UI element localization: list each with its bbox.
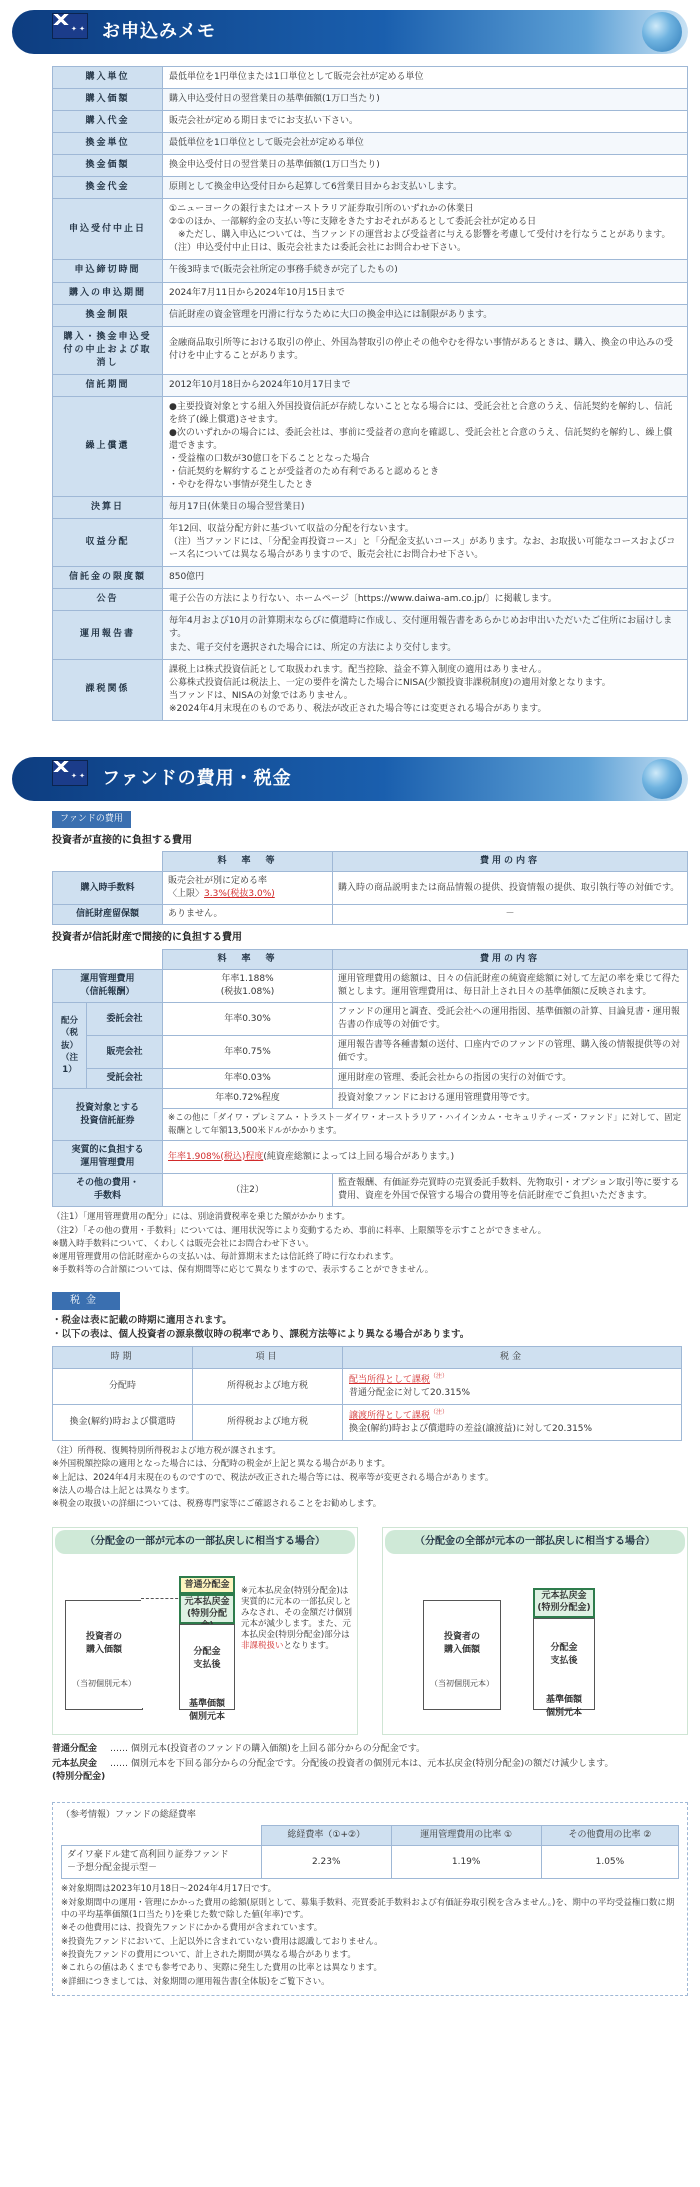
memo-value: 850億円 (163, 567, 688, 589)
memo-key: 購入代金 (53, 111, 163, 133)
left-note-post: となります。 (283, 1641, 334, 1652)
table-row (53, 374, 688, 396)
distribution-definitions (52, 1743, 688, 1784)
total-ratio-header: 総経費率（①+②） (262, 1826, 392, 1846)
note-line: ※購入時手数料について、くわしくは販売会社にお問合わせ下さい。 (52, 1238, 314, 1249)
table-row (53, 260, 688, 282)
table-row (53, 970, 688, 1003)
content-header: 費用の内容 (333, 949, 688, 969)
tax-note-mark: （注） (430, 1372, 449, 1380)
mgmt-ratio-header: 運用管理費用の比率 ① (391, 1826, 541, 1846)
left-note-pre: ※元本払戻金(特別分配金)は実質的に元本の一部払戻しとみなされ、その金額だけ個別元本が減少します。また、元本払戻金(特別分配金)部分は (241, 1586, 353, 1641)
memo-key: 運用報告書 (53, 611, 163, 659)
definition-term: 元本払戻金 (特別分配金) (52, 1759, 106, 1783)
other-content: 監査報酬、有価証券売買時の売買委託手数料、先物取引・オプション取引等に要する費用、資産を外国で保管する場合の費用等を信託財産でご負担いただきます。 (333, 1174, 688, 1207)
tax-rest: 換金(解約)時および償還時の差益(譲渡益)に対して20.315% (349, 1423, 593, 1434)
blank-header (53, 852, 163, 872)
memo-key: 公告 (53, 589, 163, 611)
memo-value: 購入申込受付日の翌営業日の基準価額(1万口当たり) (163, 89, 688, 111)
direct-content: 購入時の商品説明または商品情報の提供、投資情報の提供、取引執行等の対価です。 (333, 872, 688, 905)
definition-desc: …… 個別元本(投資者のファンドの購入価額)を上回る部分からの分配金です。 (110, 1744, 425, 1755)
dash-guide (141, 1598, 183, 1708)
rate-header: 料 率 等 (163, 852, 333, 872)
memo-value: 毎年4月および10月の計算期末ならびに償還時に作成し、交付運用報告書をあらかじめお申出いただいたご住所にお届けします。 また、電子交付を選択された場合には、所定の方法により交付します。 (163, 611, 688, 659)
note-line: ※上記は、2024年4月末現在のものですので、税法が改正された場合等には、税率等が変更される場合があります。 (52, 1472, 494, 1483)
memo-value: 最低単位を1口単位として販売会社が定める単位 (163, 133, 688, 155)
target-key: 投資対象とする 投資信託証券 (53, 1089, 163, 1141)
tax-bullet: ・以下の表は、個人投資者の源泉徴収時の税率であり、課税方法等により異なる場合があります。 (52, 1329, 470, 1341)
tax-item: 所得税および地方税 (193, 1404, 343, 1440)
tax-bullet: ・税金は表に記載の時期に適用されます。 (52, 1315, 232, 1327)
memo-value: 2012年10月18日から2024年10月17日まで (163, 374, 688, 396)
principal-refund-box: 元本払戻金 (特別分配金) (533, 1588, 595, 1618)
ordinary-distribution-box: 普通分配金 (179, 1576, 235, 1594)
memo-table (52, 66, 688, 721)
holder-price-box: 投資者の 購入価額 (65, 1600, 143, 1710)
table-row (53, 519, 688, 567)
alloc-key: 配分 （税抜） （注1） (53, 1003, 87, 1089)
memo-key: 購入・換金申込受付の中止および取消し (53, 326, 163, 374)
after-label: 分配金 支払後 (193, 1647, 221, 1671)
note-line: （注1）「運用管理費用の配分」には、別途消費税率を乗じた額がかかります。 (52, 1212, 350, 1223)
table-row (53, 872, 688, 905)
fees-title: ファンドの費用・税金 (102, 767, 292, 789)
direct-cost-table (52, 851, 688, 925)
table-row (53, 396, 688, 496)
note-line: （注2）「その他の費用・手数料」については、運用状況等により変動するため、事前に料率、上限額等を示すことができません。 (52, 1225, 547, 1236)
direct-key: 購入時手数料 (53, 872, 163, 905)
note-line: ※その他費用には、投資先ファンドにかかる費用が含まれています。 (61, 1923, 323, 1934)
table-row (53, 111, 688, 133)
table-row (53, 1003, 688, 1036)
memo-key: 決算日 (53, 497, 163, 519)
memo-value: 換金申込受付日の翌営業日の基準価額(1万口当たり) (163, 155, 688, 177)
distribution-diagrams (52, 1527, 688, 1736)
diagram-partial (52, 1527, 358, 1736)
table-row (53, 155, 688, 177)
memo-key: 収益分配 (53, 519, 163, 567)
blank-header (62, 1826, 262, 1846)
australia-flag-icon (52, 760, 88, 786)
table-row (53, 1368, 682, 1404)
memo-key: 繰上償還 (53, 396, 163, 496)
memo-key: 購入単位 (53, 67, 163, 89)
table-row (53, 589, 688, 611)
note-line: ※投資先ファンドにおいて、上記以外に含まれていない費用は認識しておりません。 (61, 1936, 383, 1947)
tax-red: 配当所得として課税 (349, 1374, 431, 1385)
base-label: 基準価額 個別元本 (188, 1699, 225, 1723)
note-line: ※手数料等の合計額については、保有期間等に応じて異なりますので、表示することができません。 (52, 1265, 434, 1276)
note-line: ※運用管理費用の信託財産からの支払いは、毎計算期末または信託終了時に行なわれます。 (52, 1252, 399, 1263)
mgmt-rate: 年率1.188% (税抜1.08%) (163, 970, 333, 1003)
tax-item: 所得税および地方税 (193, 1368, 343, 1404)
table-row (53, 567, 688, 589)
table-row (53, 304, 688, 326)
tax-when: 分配時 (53, 1368, 193, 1404)
memo-value: 2024年7月11日から2024年10月15日まで (163, 282, 688, 304)
expense-notes (61, 1883, 679, 1988)
direct-cost-heading: 投資者が直接的に負担する費用 (52, 834, 192, 846)
tax-col-item: 項目 (193, 1346, 343, 1368)
table-row (53, 1174, 688, 1207)
tax-bullets (52, 1314, 688, 1342)
target-content: 投資対象ファンドにおける運用管理費用等です。 (333, 1089, 688, 1109)
definition-term: 普通分配金 (52, 1744, 98, 1755)
note-line: ※外国税額控除の適用となった場合には、分配時の税金が上記と異なる場合があります。 (52, 1459, 390, 1470)
australia-flag-icon (52, 13, 88, 39)
actual-rate: 年率1.908%(税込)程度 (168, 1151, 264, 1162)
table-row (53, 1141, 688, 1174)
note-line: （注）所得税、復興特別所得税および地方税が課されます。 (52, 1446, 281, 1457)
alloc-key-seller: 販売会社 (87, 1036, 163, 1069)
direct-rate-red: 3.3%(税抜3.0%) (204, 889, 275, 900)
direct-rate (163, 905, 333, 925)
memo-value: 年12回、収益分配方針に基づいて収益の分配を行ないます。 （注）当ファンドには、「分配金再投資コース」と「分配金支払いコース」があります。なお、お取扱い可能なコースおよびコース名については異なる場合がありますので、販売会社にお問合わせ下さい。 (163, 519, 688, 567)
table-row (53, 282, 688, 304)
globe-icon (642, 12, 682, 52)
memo-key: 信託金の限度額 (53, 567, 163, 589)
tax-col-when: 時期 (53, 1346, 193, 1368)
fees-header (12, 757, 688, 801)
memo-value: 午後3時まで(販売会社所定の事務手続きが完了したもの) (163, 260, 688, 282)
fees-tag: ファンドの費用 (52, 811, 131, 828)
tax-col-tax: 税金 (343, 1346, 682, 1368)
note-line: ※税金の取扱いの詳細については、税務専門家等にご確認されることをお勧めします。 (52, 1499, 382, 1510)
expense-ratio-box (52, 1802, 688, 1996)
direct-rate-text: ありません。 (168, 909, 223, 920)
total-ratio: 2.23% (262, 1846, 392, 1879)
rate-header: 料 率 等 (163, 949, 333, 969)
table-row (53, 133, 688, 155)
fee-notes (52, 1211, 688, 1277)
table-row (53, 1404, 682, 1440)
holder-sub: （当初個別元本） (72, 1679, 136, 1689)
indirect-cost-table (52, 949, 688, 1207)
note-line: ※投資先ファンドの費用について、計上された期間が異なる場合があります。 (61, 1949, 356, 1960)
diagram-full-title: （分配金の全部が元本の一部払戻しに相当する場合） (385, 1530, 685, 1555)
memo-key: 換金価額 (53, 155, 163, 177)
globe-icon (642, 759, 682, 799)
memo-title: お申込みメモ (102, 20, 216, 42)
after-distribution-box (533, 1618, 595, 1719)
fund-name: ダイワ豪ドル建て高利回り証券ファンド －予想分配金提示型－ (62, 1846, 262, 1879)
table-row (53, 905, 688, 925)
memo-value: ①ニューヨークの銀行またはオーストラリア証券取引所のいずれかの休業日 ②①のほか、一部解約金の支払い等に支障をきたすおそれがあるとして委託会社が定める日 ※ただし、購入申込については、当ファンドの運営および受益者に与える影響を考慮して受付けを行なうことがあります。 （注）申込受付中止日は、販売会社または委託会社にお問合わせ下さい。 (163, 199, 688, 260)
after-distribution-box (179, 1624, 235, 1723)
alloc-key-trustee: 受託会社 (87, 1069, 163, 1089)
left-note (241, 1586, 353, 1652)
table-row (53, 1089, 688, 1109)
target-note: ※この他に「ダイワ・プレミアム・トラスト－ダイワ・オーストラリア・ハイインカム・セキュリティーズ・ファンド」に対して、固定報酬として年額13,500米ドルがかかります。 (163, 1109, 688, 1141)
tax-red: 譲渡所得として課税 (349, 1410, 431, 1421)
direct-key: 信託財産留保額 (53, 905, 163, 925)
note-line: ※対象期間は2023年10月18日～2024年4月17日です。 (61, 1884, 277, 1895)
table-row (53, 67, 688, 89)
tax-value (343, 1368, 682, 1404)
definition-desc: …… 個別元本を下回る部分からの分配金です。分配後の投資者の個別元本は、元本払戻金(特別分配金)の額だけ減少します。 (110, 1759, 614, 1770)
expense-ratio-table (61, 1825, 679, 1879)
table-row (53, 611, 688, 659)
table-row (62, 1846, 679, 1879)
memo-header (12, 10, 688, 54)
memo-value: 電子公告の方法により行ない、ホームページ〔https://www.daiwa-am.co.jp/〕に掲載します。 (163, 589, 688, 611)
memo-key: 換金代金 (53, 177, 163, 199)
holder-price-box: 投資者の 購入価額 (423, 1600, 501, 1710)
definition-row (52, 1758, 688, 1784)
blank-header (53, 949, 163, 969)
direct-content: － (333, 905, 688, 925)
memo-value: 原則として換金申込受付日から起算して6営業日目からお支払いします。 (163, 177, 688, 199)
note-line: ※詳細につきましては、対象期間の運用報告書(全体版)をご覧下さい。 (61, 1976, 330, 1987)
mgmt-key: 運用管理費用 （信託報酬） (53, 970, 163, 1003)
other-ratio-header: その他費用の比率 ② (541, 1826, 678, 1846)
other-key: その他の費用・ 手数料 (53, 1174, 163, 1207)
memo-key: 換金制限 (53, 304, 163, 326)
target-rate: 年率0.72%程度 (163, 1089, 333, 1109)
direct-rate-text: 販売会社が別に定める率 〈上限〉 (168, 876, 268, 900)
diagram-partial-title: （分配金の一部が元本の一部払戻しに相当する場合） (55, 1530, 355, 1555)
memo-key: 購入価額 (53, 89, 163, 111)
after-label: 分配金 支払後 (550, 1643, 578, 1667)
note-line: ※これらの値はあくまでも参考であり、実際に発生した費用の比率とは異なります。 (61, 1963, 382, 1974)
left-note-red: 非課税扱い (241, 1641, 284, 1652)
holder-sub: （当初個別元本） (430, 1679, 494, 1689)
memo-value: 課税上は株式投資信託として取扱われます。配当控除、益金不算入制度の適用はありません。 公募株式投資信託は税法上、一定の要件を満たした場合にNISA(少額投資非課税制度)の適用対象となります。 当ファンドは、NISAの対象ではありません。 ※2024年4月末現在のものであり、税法が改正された場合等には変更される場合があります。 (163, 659, 688, 720)
table-row (53, 326, 688, 374)
mgmt-content: 運用管理費用の総額は、日々の信託財産の純資産総額に対して左記の率を乗じて得た額とします。運用管理費用は、毎日計上され日々の基準価額に反映されます。 (333, 970, 688, 1003)
other-ratio: 1.05% (541, 1846, 678, 1879)
table-row (53, 659, 688, 720)
memo-key: 申込受付中止日 (53, 199, 163, 260)
note-line: ※対象期間中の運用・管理にかかった費用の総額(原則として、募集手数料、売買委託手数料および有価証券取引税を含みません。)を、期中の平均受益権口数に期中の平均基準価額(1口当たり)を乗じた数で除した値(年率)です。 (61, 1897, 675, 1921)
alloc-content: 運用報告書等各種書類の送付、口座内でのファンドの管理、購入後の情報提供等の対価です。 (333, 1036, 688, 1069)
table-row (53, 199, 688, 260)
table-row (53, 1069, 688, 1089)
memo-key: 課税関係 (53, 659, 163, 720)
content-header: 費用の内容 (333, 852, 688, 872)
memo-value: ●主要投資対象とする組入外国投資信託が存続しないこととなる場合には、受託会社と合意のうえ、信託契約を解約し、信託を終了(繰上償還)させます。 ●次のいずれかの場合には、委託会社は、事前に受益者の意向を確認し、受託会社と合意のうえ、信託契約を解約し、繰上償還できます。 ・受益権の口数が30億口を下ることとなった場合 ・信託契約を解約することが受益者のため有利であると認めるとき ・やむを得ない事情が発生したとき (163, 396, 688, 496)
definition-row (52, 1743, 688, 1756)
tax-value (343, 1404, 682, 1440)
tax-table (52, 1346, 682, 1441)
tax-when: 換金(解約)時および償還時 (53, 1404, 193, 1440)
memo-value: 信託財産の資金管理を円滑に行なうために大口の換金申込には制限があります。 (163, 304, 688, 326)
alloc-rate: 年率0.30% (163, 1003, 333, 1036)
memo-key: 購入の申込期間 (53, 282, 163, 304)
tax-tag: 税金 (52, 1292, 120, 1311)
tax-note-mark: （注） (430, 1408, 449, 1416)
diagram-full (382, 1527, 688, 1736)
alloc-content: 運用財産の管理、委託会社からの指図の実行の対価です。 (333, 1069, 688, 1089)
memo-value: 毎月17日(休業日の場合翌営業日) (163, 497, 688, 519)
direct-rate (163, 872, 333, 905)
actual-key: 実質的に負担する 運用管理費用 (53, 1141, 163, 1174)
table-row (53, 1036, 688, 1069)
base-label: 基準価額 個別元本 (545, 1695, 582, 1719)
tax-rest: 普通分配金に対して20.315% (349, 1387, 471, 1398)
memo-key: 信託期間 (53, 374, 163, 396)
memo-value: 販売会社が定める期日までにお支払い下さい。 (163, 111, 688, 133)
indirect-cost-heading: 投資者が信託財産で間接的に負担する費用 (52, 932, 242, 944)
memo-value: 金融商品取引所等における取引の停止、外国為替取引の停止その他やむを得ない事情があるときは、購入、換金の申込みの受付けを中止することがあります。 (163, 326, 688, 374)
alloc-content: ファンドの運用と調査、受託会社への運用指図、基準価額の計算、目論見書・運用報告書の作成等の対価です。 (333, 1003, 688, 1036)
note-line: ※法人の場合は上記とは異なります。 (52, 1485, 195, 1496)
memo-key: 換金単位 (53, 133, 163, 155)
mgmt-ratio: 1.19% (391, 1846, 541, 1879)
memo-key: 申込締切時間 (53, 260, 163, 282)
expense-ratio-title: （参考情報）ファンドの総経費率 (61, 1810, 196, 1821)
other-rate: （注2） (163, 1174, 333, 1207)
alloc-rate: 年率0.75% (163, 1036, 333, 1069)
tax-notes (52, 1445, 688, 1511)
principal-refund-box: 元本払戻金 (特別分配 (179, 1594, 235, 1624)
fees-block (52, 801, 688, 1511)
alloc-rate: 年率0.03% (163, 1069, 333, 1089)
actual-rest: (純資産総額によっては上回る場合があります。) (263, 1151, 455, 1162)
alloc-key-trustor: 委託会社 (87, 1003, 163, 1036)
memo-value: 最低単位を1円単位または1口単位として販売会社が定める単位 (163, 67, 688, 89)
table-row (53, 89, 688, 111)
table-row (53, 177, 688, 199)
table-row (53, 497, 688, 519)
